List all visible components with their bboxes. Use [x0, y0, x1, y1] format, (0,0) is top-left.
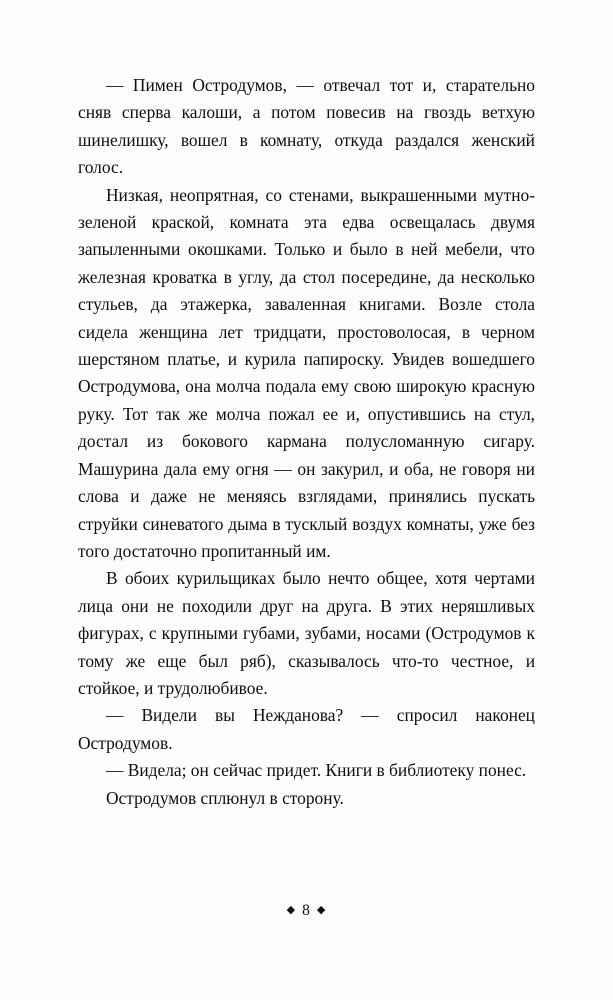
- paragraph: — Пимен Остродумов, — отвечал тот и, старательно сняв сперва калоши, а потом повесив на гвоздь ветхую шинелишку, вошел в комнату, откуда раздался женский голос.: [78, 75, 535, 178]
- page-footer: [0, 902, 613, 920]
- paragraph: Низкая, неопрятная, со стенами, выкрашенными мутно-зеленой краской, комната эта едва освещалась двумя запыленными окошками. Только и было в ней мебели, что железная кроватка в углу, да стол посередине, да несколько стульев, да этажерка, заваленная книгами. Возле стола сидела женщина лет тридцати, простоволосая, в черном шерстяном платье, и курила папироску. Увидев вошедшего Остродумова, она молча подала ему свою широкую красную руку. Тот так же молча пожал ее и, опустившись на стул, достал из бокового кармана полусломанную сигару. Машурина дала ему огня — он закурил, и оба, не говоря ни слова и даже не меняясь взглядами, принялись пускать струйки синеватого дыма в тусклый воздух комнаты, уже без того достаточно пропитанный им.: [78, 184, 535, 561]
- paragraph: — Видели вы Нежданова? — спросил наконец Остродумов.: [78, 705, 535, 753]
- paragraph: Остродумов сплюнул в сторону.: [106, 787, 344, 808]
- ornament-left-icon: ◆: [286, 904, 297, 916]
- paragraph: В обоих курильщиках было нечто общее, хотя чертами лица они не походили друг на друга. В этих неряшливых фигурах, с крупными губами, зубами, носами (Остродумов к тому же еще был ряб), сказывалось что-то честное, и стойкое, и трудолюбивое.: [78, 568, 535, 698]
- page-body: [78, 72, 535, 812]
- ornament-right-icon: ◆: [316, 904, 327, 916]
- page-number: 8: [302, 902, 311, 919]
- paragraph: — Видела; он сейчас придет. Книги в библиотеку понес.: [106, 760, 527, 781]
